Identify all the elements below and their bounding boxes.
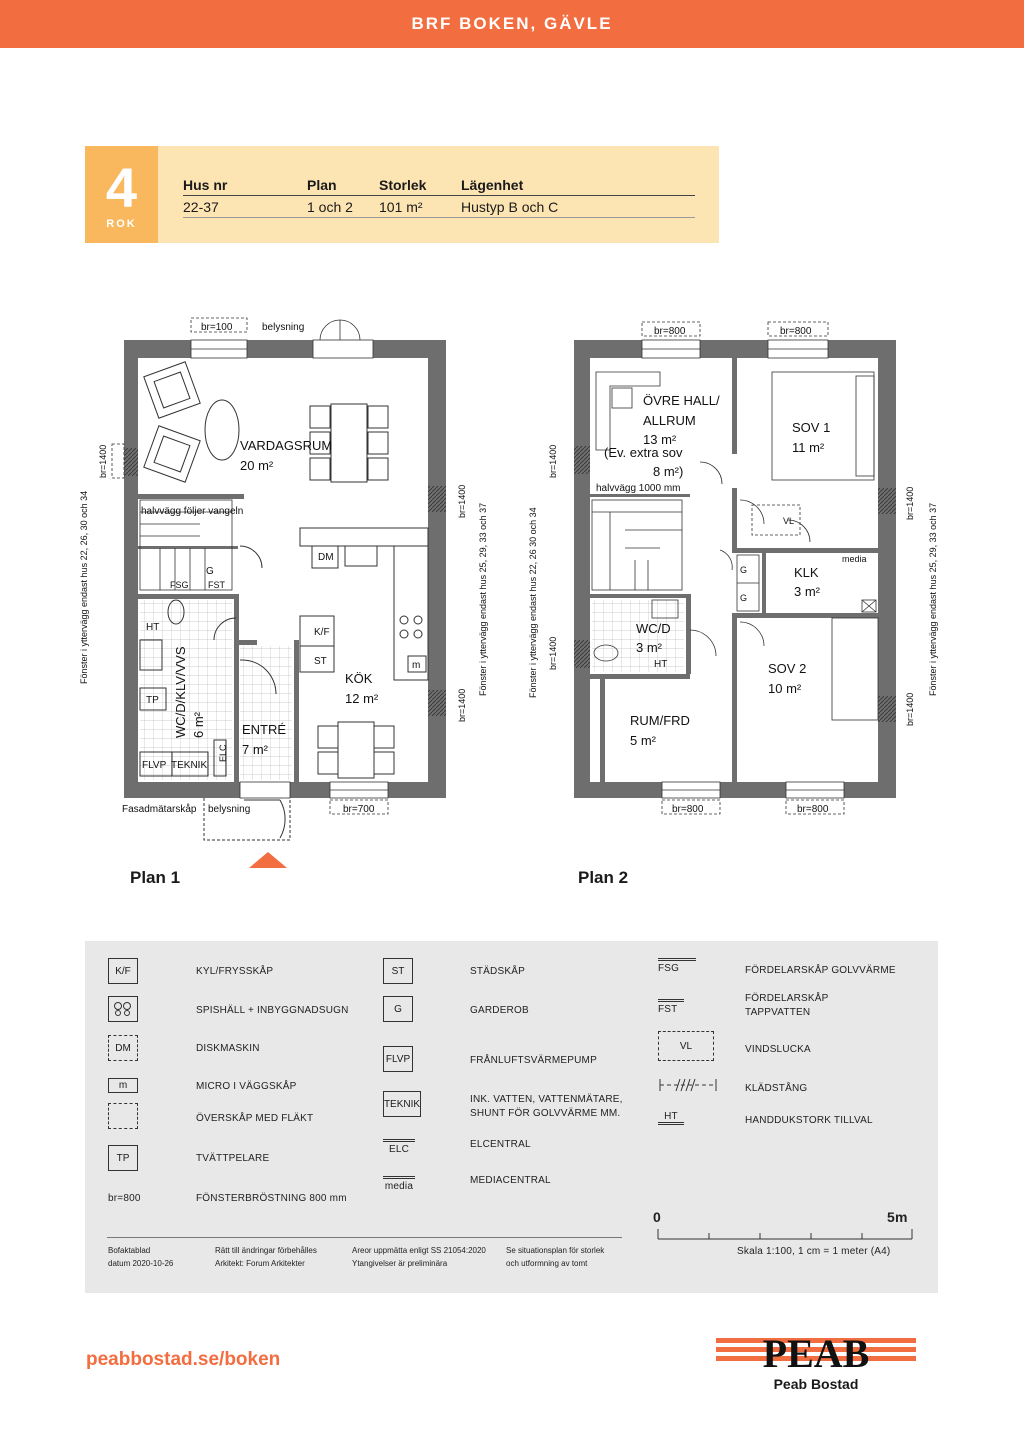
label-flvp: FLVP [142,760,167,771]
label-halvvagg-2: halvvägg 1000 mm [596,483,681,494]
room-sov2-area: 10 m² [768,681,802,696]
entry-arrow-icon [249,852,287,868]
legend-text-g: GARDEROB [470,1005,529,1016]
label-m: m [412,660,421,671]
plan-2 [528,322,938,815]
note-4: Se situationsplan för storlek och utformning av tomt [506,1246,605,1268]
val-plan: 1 och 2 [307,198,353,215]
legend-sym-vl: VL [658,1031,714,1061]
label-br1400-r2-2: br=1400 [905,692,915,726]
legend-text-m: MICRO I VÄGGSKÅP [196,1081,297,1092]
room-rum: RUM/FRD [630,713,690,728]
room-entre: ENTRÉ [242,722,287,737]
legend-sym-elc: ELC [383,1139,415,1155]
window-hatched [124,448,138,476]
room-rum-area: 5 m² [630,733,656,748]
room-klk-area: 3 m² [794,584,820,599]
note-1: Bofaktablad datum 2020-10-26 [108,1246,174,1268]
scale-zero: 0 [653,1209,661,1225]
window-hatched [428,486,446,512]
label-br1400-left2: br=1400 [548,636,558,670]
legend-text-elc: ELCENTRAL [470,1139,531,1150]
scale-five: 5m [887,1209,908,1225]
room-kok-area: 12 m² [345,691,379,706]
legend-text-flakt: ÖVERSKÅP MED FLÄKT [196,1113,314,1124]
side-note-left-2: Fönster i yttervägg endast hus 22, 26 30 och 34 [528,507,538,698]
label-br1400-r1: br=1400 [457,484,467,518]
val-hus: 22-37 [183,198,219,215]
label-br1400-left: br=1400 [98,444,108,478]
label-br1400-r1-2: br=1400 [905,486,915,520]
legend-sym-fsg: FSG [658,958,696,974]
note-2: Rätt till ändringar förbehålles Arkitekt: Forum Arkitekter [215,1246,317,1268]
legend-text-st: STÄDSKÅP [470,966,525,977]
room-count: 4 [105,156,138,219]
room-wcd-area: 3 m² [636,640,662,655]
legend-text-kf: KYL/FRYSSKÅP [196,966,274,977]
entry-tile-floor [240,646,292,780]
val-lagenhet: Hustyp B och C [461,198,559,215]
side-note-right-2: Fönster i yttervägg endast hus 25, 29, 33 och 37 [928,502,938,696]
label-fasad: Fasadmätarskåp [122,804,197,815]
label-belysning-bottom: belysning [208,804,251,815]
room-sov1: SOV 1 [792,420,831,435]
legend-sym-fst: FST [658,999,684,1015]
label-vl: VL [783,516,795,526]
label-br800-c: br=800 [672,804,704,815]
entry-door-opening [240,782,290,798]
room-sov2: SOV 2 [768,661,807,676]
label-g2: G [740,593,748,603]
label-fsg: FSG [170,580,189,590]
scale-text: Skala 1:100, 1 cm = 1 meter (A4) [737,1246,891,1257]
plan-2-title: Plan 2 [578,868,629,887]
plan-1-title: Plan 1 [130,868,181,887]
legend-panel [85,941,938,1293]
scale-bar [657,1227,913,1245]
legend-text-flvp: FRÅNLUFTSVÄRMEPUMP [470,1055,597,1066]
col-storlek: Storlek [379,176,427,193]
clothes-rail-icon [658,1075,718,1095]
room-wc-area: 6 m² [191,712,206,738]
room-klk: KLK [794,565,819,580]
legend-sym-dm: DM [108,1035,138,1061]
label-fst: FST [208,580,225,590]
wall-right [428,340,446,798]
label-g: G [206,566,214,577]
legend-sym-ht: HT [658,1111,684,1125]
room-wcd: WC/D [636,621,671,636]
legend-sym-teknik: TEKNIK [383,1091,421,1117]
legend-text-media: MEDIACENTRAL [470,1175,551,1186]
room-wc: WC/D/KLV/VVS [173,646,188,738]
legend-sym-kf: K/F [108,958,138,984]
plan-1 [79,318,488,868]
room-hall-note: (Ev. extra sov [604,445,683,460]
col-lagenhet: Lägenhet [461,176,524,193]
label-kf: K/F [314,627,330,638]
val-storlek: 101 m² [379,198,423,215]
peab-subtitle: Peab Bostad [773,1376,859,1392]
side-note-right: Fönster i yttervägg endast hus 25, 29, 33 och 37 [478,502,488,696]
room-hall-note-area: 8 m²) [653,464,684,479]
legend-text-dm: DISKMASKIN [196,1043,260,1054]
label-g1: G [740,565,748,575]
legend-sym-g: G [383,996,413,1022]
room-entre-area: 7 m² [242,742,268,757]
room-count-label: ROK [106,218,137,230]
wall-top [124,340,446,358]
room-vardagsrum: VARDAGSRUM [240,438,333,453]
legend-sym-m: m [108,1078,138,1093]
label-br100: br=100 [201,322,233,333]
label-br800-b: br=800 [780,326,812,337]
legend-text-fst: FÖRDELARSKÅP [745,993,829,1004]
legend-sym-flakt [108,1103,138,1129]
legend-sym-br800: br=800 [108,1193,141,1204]
note-3: Areor uppmätta enligt SS 21054:2020 Ytangivelser är preliminära [352,1246,486,1268]
side-note-left: Fönster i yttervägg endast hus 22, 26, 30 och 34 [79,490,89,684]
legend-text-br800: FÖNSTERBRÖSTNING 800 mm [196,1193,347,1204]
legend-text-kladstang: KLÄDSTÅNG [745,1083,808,1094]
room-kok: KÖK [345,671,373,686]
legend-divider [107,1237,622,1238]
label-ht-2: HT [654,659,668,670]
footer-link[interactable]: peabbostad.se/boken [86,1349,281,1370]
room-count-badge [85,146,158,243]
legend-text-vl: VINDSLUCKA [745,1044,811,1055]
room-ovre-hall: ÖVRE HALL/ [643,393,720,408]
label-tp: TP [146,695,159,706]
peab-logo-text: PEAB [762,1331,870,1376]
label-ht: HT [146,622,160,633]
label-br700: br=700 [343,804,375,815]
legend-text-teknik-2: SHUNT FÖR GOLVVÄRME MM. [470,1108,621,1119]
page-title: BRF BOKEN, GÄVLE [411,14,613,33]
info-panel [85,146,719,243]
legend-sym-tp: TP [108,1145,138,1171]
legend-text-ht: HANDDUKSTORK TILLVAL [745,1115,873,1126]
label-dm: DM [318,552,334,563]
label-halvvagg: halvvägg följer vangeln [141,506,244,517]
room-vardagsrum-area: 20 m² [240,458,274,473]
legend-sym-st: ST [383,958,413,984]
label-media: media [842,554,867,564]
legend-sym-media: media [383,1176,415,1192]
legend-text-fsg: FÖRDELARSKÅP GOLVVÄRME [745,965,896,976]
room-hall-area: 13 m² [643,432,677,447]
label-teknik: TEKNIK [171,760,208,771]
col-hus: Hus nr [183,176,228,193]
label-st: ST [314,656,327,667]
legend-sym-spis [108,996,138,1022]
room-sov1-area: 11 m² [792,440,825,455]
stove-icon [111,1000,135,1018]
legend-text-teknik: INK. VATTEN, VATTENMÄTARE, [470,1094,623,1105]
info-table [183,174,695,218]
label-br800-a: br=800 [654,326,686,337]
label-br800-d: br=800 [797,804,829,815]
wall-left [124,340,138,798]
floor-plans [0,300,1024,900]
room-allrum: ALLRUM [643,413,696,428]
info-header-row [183,174,695,196]
info-value-row [183,196,695,218]
window-hatched [428,690,446,716]
label-belysning-top: belysning [262,322,305,333]
legend-text-tp: TVÄTTPELARE [196,1153,270,1164]
col-plan: Plan [307,176,337,193]
label-elc: ELC [218,744,228,762]
label-br1400-left1: br=1400 [548,444,558,478]
label-br1400-r2: br=1400 [457,688,467,722]
legend-text-fst-2: TAPPVATTEN [745,1007,811,1018]
window [313,340,373,358]
header-bar [0,0,1024,48]
legend-sym-flvp: FLVP [383,1046,413,1072]
legend-text-spis: SPISHÄLL + INBYGGNADSUGN [196,1005,349,1016]
